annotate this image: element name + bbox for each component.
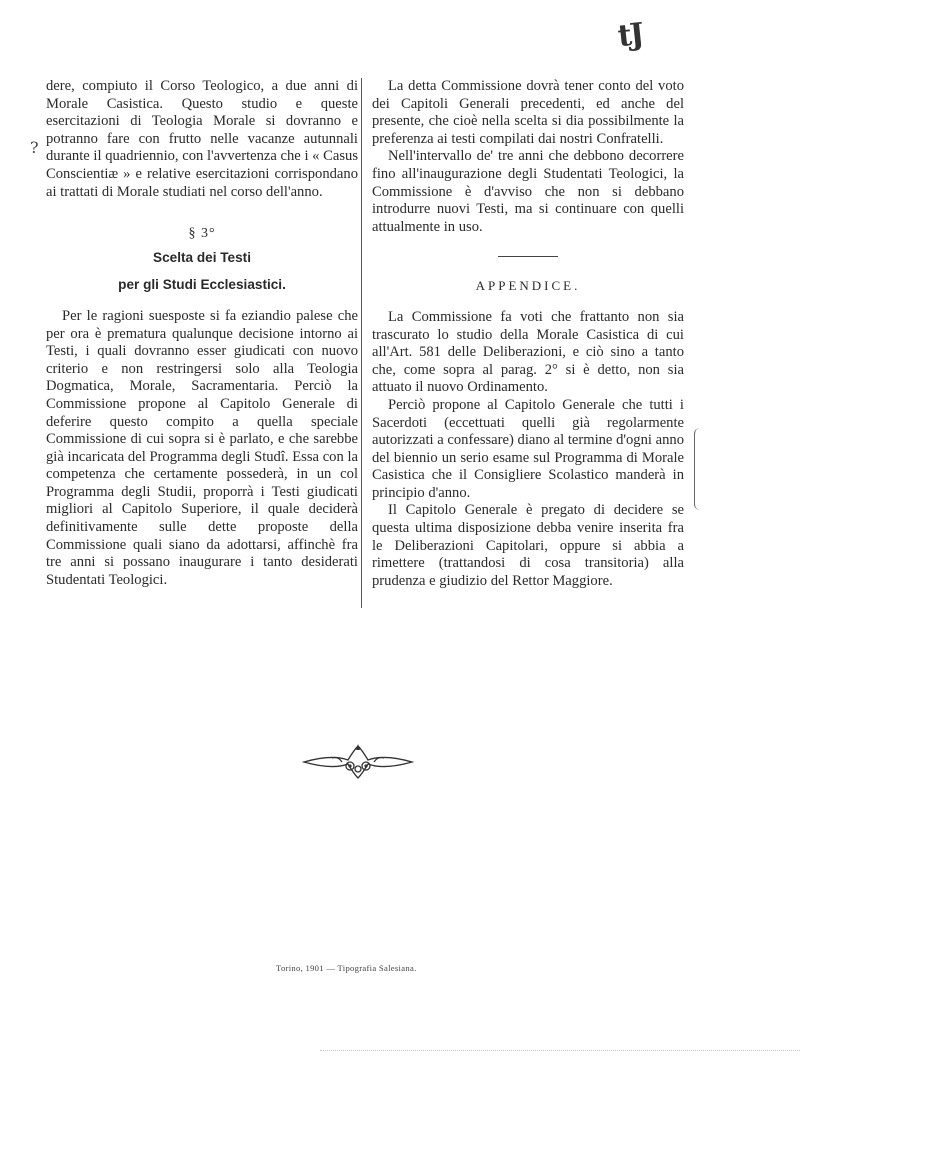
section-title: Scelta dei Testi [153,249,251,265]
left-paragraph-1: dere, compiuto il Corso Teologico, a due anni di Morale Casistica. Questo studio e queste esercitazioni di Teologia Morale si dovranno e potranno fare con frutto nelle vacanze autunnali durante il quadriennio, con l'avvertenza che i « Casus Conscientiæ » e relative esercitazioni corrispondano ai trattati di Morale studiati nel corso dell'anno. [46,78,358,200]
column-divider [361,78,362,608]
section-rule [498,256,558,257]
right-paragraph-1: La detta Commissione dovrà tener conto del voto dei Capitoli Generali precedenti, ed anche del presente, che cioè nella scelta si dia possibilmente la preferenza ai testi compilati dai nostri Confratelli. [372,78,684,147]
ornament-icon [302,740,414,784]
margin-annotation: ? [30,138,39,157]
appendix-paragraph-3: Il Capitolo Generale è pregato di decidere se questa ultima disposizione debba venire inserita fra le Deliberazioni Capitolari, oppure si abbia a rimettere (trattandosi di cosa transitoria) alla prudenza e giudizio del Rettor Maggiore. [372,502,684,589]
left-paragraph-2: Per le ragioni suesposte si fa eziandio palese che per ora è prematura qualunque decisione intorno ai Testi, i quali dovranno esser giudicati con nuovo criterio e non restringersi solo alla Teologia Dogmatica, Morale, Sacramentaria. Perciò la Commissione propone al Capitolo Generale di deferire questo compito a quella speciale Commissione di cui sopra si è parlato, e che sarebbe già incaricata del Programma degli Studî. Essa con la competenza che certamente possederà, in un col Programma degli Studii, proporrà i Testi giudicati migliori al Capitolo Superiore, il quale deciderà definitivamente sulle dette proposte della Commissione quali siano da adottarsi, affinchè fra tre anni si possano inaugurare i tanto desiderati Studentati Teologici. [46,307,358,588]
printer-imprint: Torino, 1901 — Tipografia Salesiana. [276,963,417,973]
appendix-paragraph-1: La Commissione fa voti che frattanto non sia trascurato lo studio della Morale Casistica di cui all'Art. 581 delle Deliberazioni, e ciò sino a tanto che, come sopra al parag. 2° si è detto, non sia attuato il nuovo Ordinamento. [372,308,684,396]
right-paragraph-2: Nell'intervallo de' tre anni che debbono decorrere fino all'inaugurazione degli Studentati Teologici, la Commissione è d'avviso che non si debbano introdurre nuovi Testi, ma si continuare con quelli attualmente in uso. [372,148,684,235]
scan-artifact-line [320,1050,800,1051]
handwritten-mark: tJ [616,16,644,55]
section-subtitle: per gli Studi Ecclesiastici. [118,277,286,293]
appendix-paragraph-2: Perciò propone al Capitolo Generale che tutti i Sacerdoti (eccettuati quelli già regolarmente autorizzati a confessare) diano al termine d'ogni anno del biennio un serio esame sul Programma di Morale Casistica che il Consigliere Scolastico manderà in principio d'anno. [372,396,684,501]
right-column [372,78,684,590]
section-number: § 3° [188,226,216,242]
margin-brace [694,428,701,510]
appendix-title: APPENDICE. [475,278,581,294]
left-column [46,78,358,589]
